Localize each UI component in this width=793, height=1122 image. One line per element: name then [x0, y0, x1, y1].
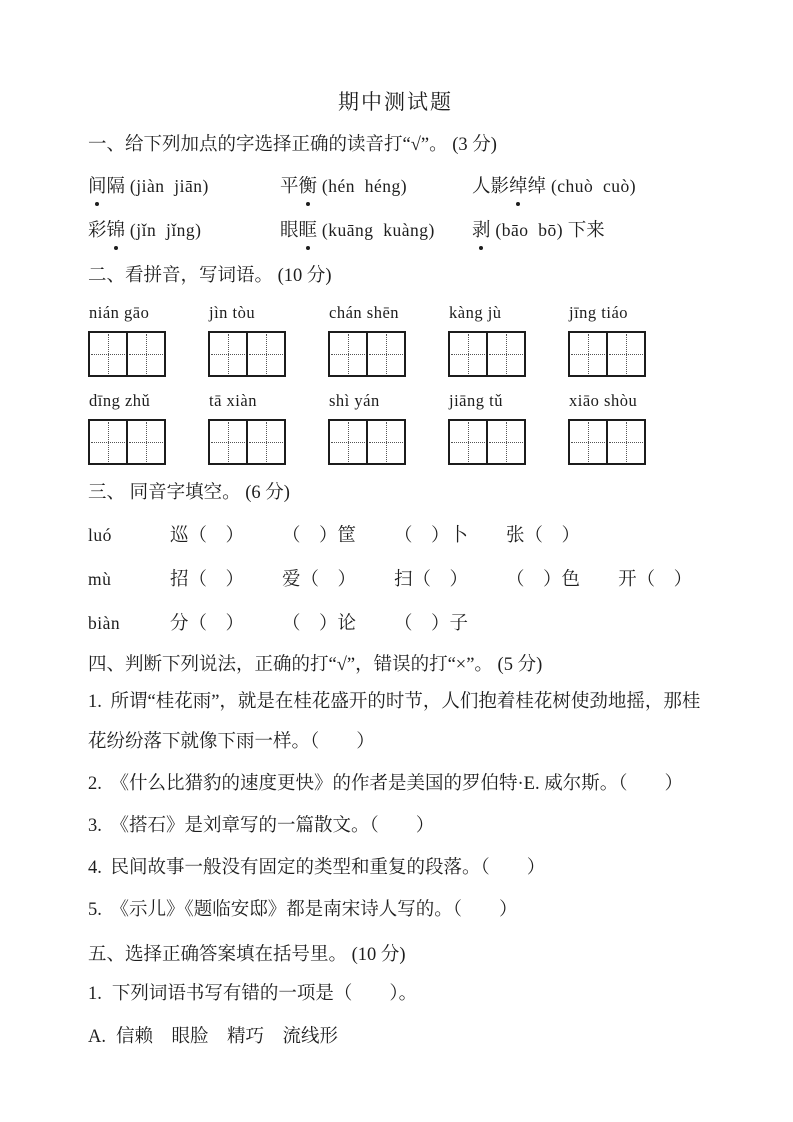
pinyin-options: (jiàn jiān)	[125, 176, 209, 196]
word-suffix: 下来	[563, 221, 605, 241]
homophone-blank-item: 爱（ ）	[282, 570, 357, 590]
dotted-character: 绰	[509, 172, 528, 202]
pinyin-options: (kuāng kuàng)	[317, 220, 435, 240]
item-number: 4.	[88, 858, 107, 878]
homophone-row	[88, 566, 703, 594]
pinyin-write-column	[88, 303, 166, 377]
dotted-character: 剥	[472, 216, 491, 246]
grid-cell	[126, 333, 164, 375]
pinyin-write-column	[208, 391, 286, 465]
pinyin-write-column	[568, 391, 646, 465]
homophone-blank-item: （ ）筐	[282, 526, 357, 546]
dotted-character: 间	[88, 172, 107, 202]
judgment-item	[88, 764, 703, 804]
character: 隔	[106, 177, 126, 197]
pronunciation-row	[88, 215, 703, 246]
grid-cell	[450, 421, 486, 463]
pinyin-write-column	[328, 391, 406, 465]
pinyin-options: (chuò cuò)	[546, 176, 637, 196]
tian-zi-grid	[88, 331, 166, 377]
grid-cell	[570, 333, 606, 375]
homophone-blank-item: 扫（ ）	[394, 570, 469, 590]
homophone-blank-item: 巡（ ）	[170, 526, 245, 546]
item-number: 3.	[88, 816, 107, 836]
grid-cell	[126, 421, 164, 463]
section-1-heading: 一、给下列加点的字选择正确的读音打“√”。 (3 分)	[88, 135, 497, 155]
dotted-character: 眶	[299, 216, 318, 246]
judgment-item	[88, 848, 703, 888]
tian-zi-grid	[328, 331, 406, 377]
grid-cell	[90, 421, 126, 463]
dotted-word-item	[472, 171, 636, 202]
item-number: 1.	[88, 692, 107, 712]
tian-zi-grid	[88, 419, 166, 465]
homophone-row	[88, 522, 703, 550]
pinyin-options: (jǐn jǐng)	[125, 220, 202, 240]
character: 人	[472, 177, 491, 197]
homophone-blank-item: （ ）卜	[394, 526, 469, 546]
tian-zi-grid	[568, 419, 646, 465]
item-text: 《什么比猎豹的速度更快》的作者是美国的罗伯特·E. 威尔斯。（ ）	[110, 774, 683, 794]
pinyin-write-column	[448, 391, 526, 465]
tian-zi-grid	[208, 331, 286, 377]
tian-zi-grid	[448, 419, 526, 465]
pinyin-write-column	[88, 391, 166, 465]
dotted-word-item	[88, 171, 280, 202]
pinyin-write-column	[448, 303, 526, 377]
dotted-word-item	[472, 215, 605, 246]
grid-cell	[210, 333, 246, 375]
item-text: 《示儿》《题临安邸》都是南宋诗人写的。（ ）	[110, 900, 518, 920]
homophone-row	[88, 610, 703, 638]
homophone-pinyin-key: mù	[88, 569, 112, 589]
section-3-heading: 三、 同音字填空。 (6 分)	[88, 483, 290, 503]
grid-cell	[486, 421, 524, 463]
homophone-blank-item: 招（ ）	[170, 570, 245, 590]
judgment-item	[88, 890, 703, 930]
grid-cell	[366, 421, 404, 463]
tian-zi-grid	[448, 331, 526, 377]
homophone-pinyin-key: luó	[88, 525, 112, 545]
pinyin-options: (bāo bō)	[490, 220, 564, 240]
option-label: A.	[88, 1027, 106, 1047]
pinyin-label: jìn tòu	[209, 303, 256, 322]
grid-cell	[450, 333, 486, 375]
section-2-heading: 二、看拼音，写词语。 (10 分)	[88, 266, 332, 286]
pinyin-write-column	[208, 303, 286, 377]
homophone-blank-item: （ ）论	[282, 614, 357, 634]
pinyin-grid-row	[88, 303, 703, 377]
question-number: 1.	[88, 984, 102, 1004]
character: 彩	[88, 221, 107, 241]
pinyin-label: nián gāo	[89, 303, 150, 322]
pinyin-label: kàng jù	[449, 303, 502, 322]
option-text: 信赖 眼脸 精巧 流线形	[116, 1027, 339, 1047]
item-text: 《搭石》是刘章写的一篇散文。（ ）	[110, 816, 435, 836]
item-text: 所谓“桂花雨”，就是在桂花盛开的时节，人们抱着桂花树使劲地摇，那桂花纷纷落下就像下雨一样。（ ）	[88, 692, 701, 752]
pinyin-label: shì yán	[329, 391, 380, 410]
grid-cell	[246, 421, 284, 463]
dotted-character: 衡	[299, 172, 318, 202]
tian-zi-grid	[568, 331, 646, 377]
dotted-word-item	[280, 215, 472, 246]
judgment-items	[88, 682, 703, 930]
grid-cell	[606, 333, 644, 375]
homophone-blank-item: （ ）子	[394, 614, 469, 634]
question-text: 下列词语书写有错的一项是（ ）。	[111, 984, 418, 1004]
pinyin-write-column	[328, 303, 406, 377]
grid-cell	[246, 333, 284, 375]
homophone-blank-item: （ ）色	[506, 570, 581, 590]
page-title: 期中测试题	[338, 90, 453, 114]
judgment-item	[88, 806, 703, 846]
homophone-pinyin-key: biàn	[88, 613, 121, 633]
tian-zi-grid	[208, 419, 286, 465]
pinyin-grid-row	[88, 391, 703, 465]
choice-option-a	[88, 1024, 703, 1051]
dotted-character: 锦	[107, 216, 126, 246]
grid-cell	[210, 421, 246, 463]
pinyin-options: (hén héng)	[317, 176, 408, 196]
dotted-word-item	[88, 215, 280, 246]
judgment-item	[88, 682, 703, 762]
grid-cell	[486, 333, 524, 375]
character: 绰	[527, 177, 547, 197]
character: 眼	[280, 221, 299, 241]
tian-zi-grid	[328, 419, 406, 465]
character: 影	[490, 177, 510, 197]
grid-cell	[330, 421, 366, 463]
homophone-blank-item: 分（ ）	[170, 614, 245, 634]
grid-cell	[570, 421, 606, 463]
pinyin-label: xiāo shòu	[569, 391, 638, 410]
pronunciation-row	[88, 171, 703, 202]
grid-cell	[366, 333, 404, 375]
pinyin-label: tā xiàn	[209, 391, 257, 410]
section-5-heading: 五、选择正确答案填在括号里。 (10 分)	[88, 945, 406, 965]
character: 平	[280, 177, 299, 197]
item-text: 民间故事一般没有固定的类型和重复的段落。（ ）	[110, 858, 546, 878]
dotted-word-item	[280, 171, 472, 202]
grid-cell	[330, 333, 366, 375]
pinyin-label: chán shēn	[329, 303, 400, 322]
homophone-blank-item: 开（ ）	[618, 570, 693, 590]
grid-cell	[90, 333, 126, 375]
choice-question	[88, 981, 703, 1008]
grid-cell	[606, 421, 644, 463]
homophone-blank-item: 张（ ）	[506, 526, 581, 546]
section-4-heading: 四、判断下列说法，正确的打“√”，错误的打“×”。 (5 分)	[88, 655, 543, 675]
item-number: 2.	[88, 774, 107, 794]
pinyin-label: jīng tiáo	[569, 303, 629, 322]
pinyin-label: dīng zhǔ	[89, 391, 151, 410]
item-number: 5.	[88, 900, 107, 920]
pinyin-write-column	[568, 303, 646, 377]
pinyin-label: jiāng tǔ	[449, 391, 503, 410]
